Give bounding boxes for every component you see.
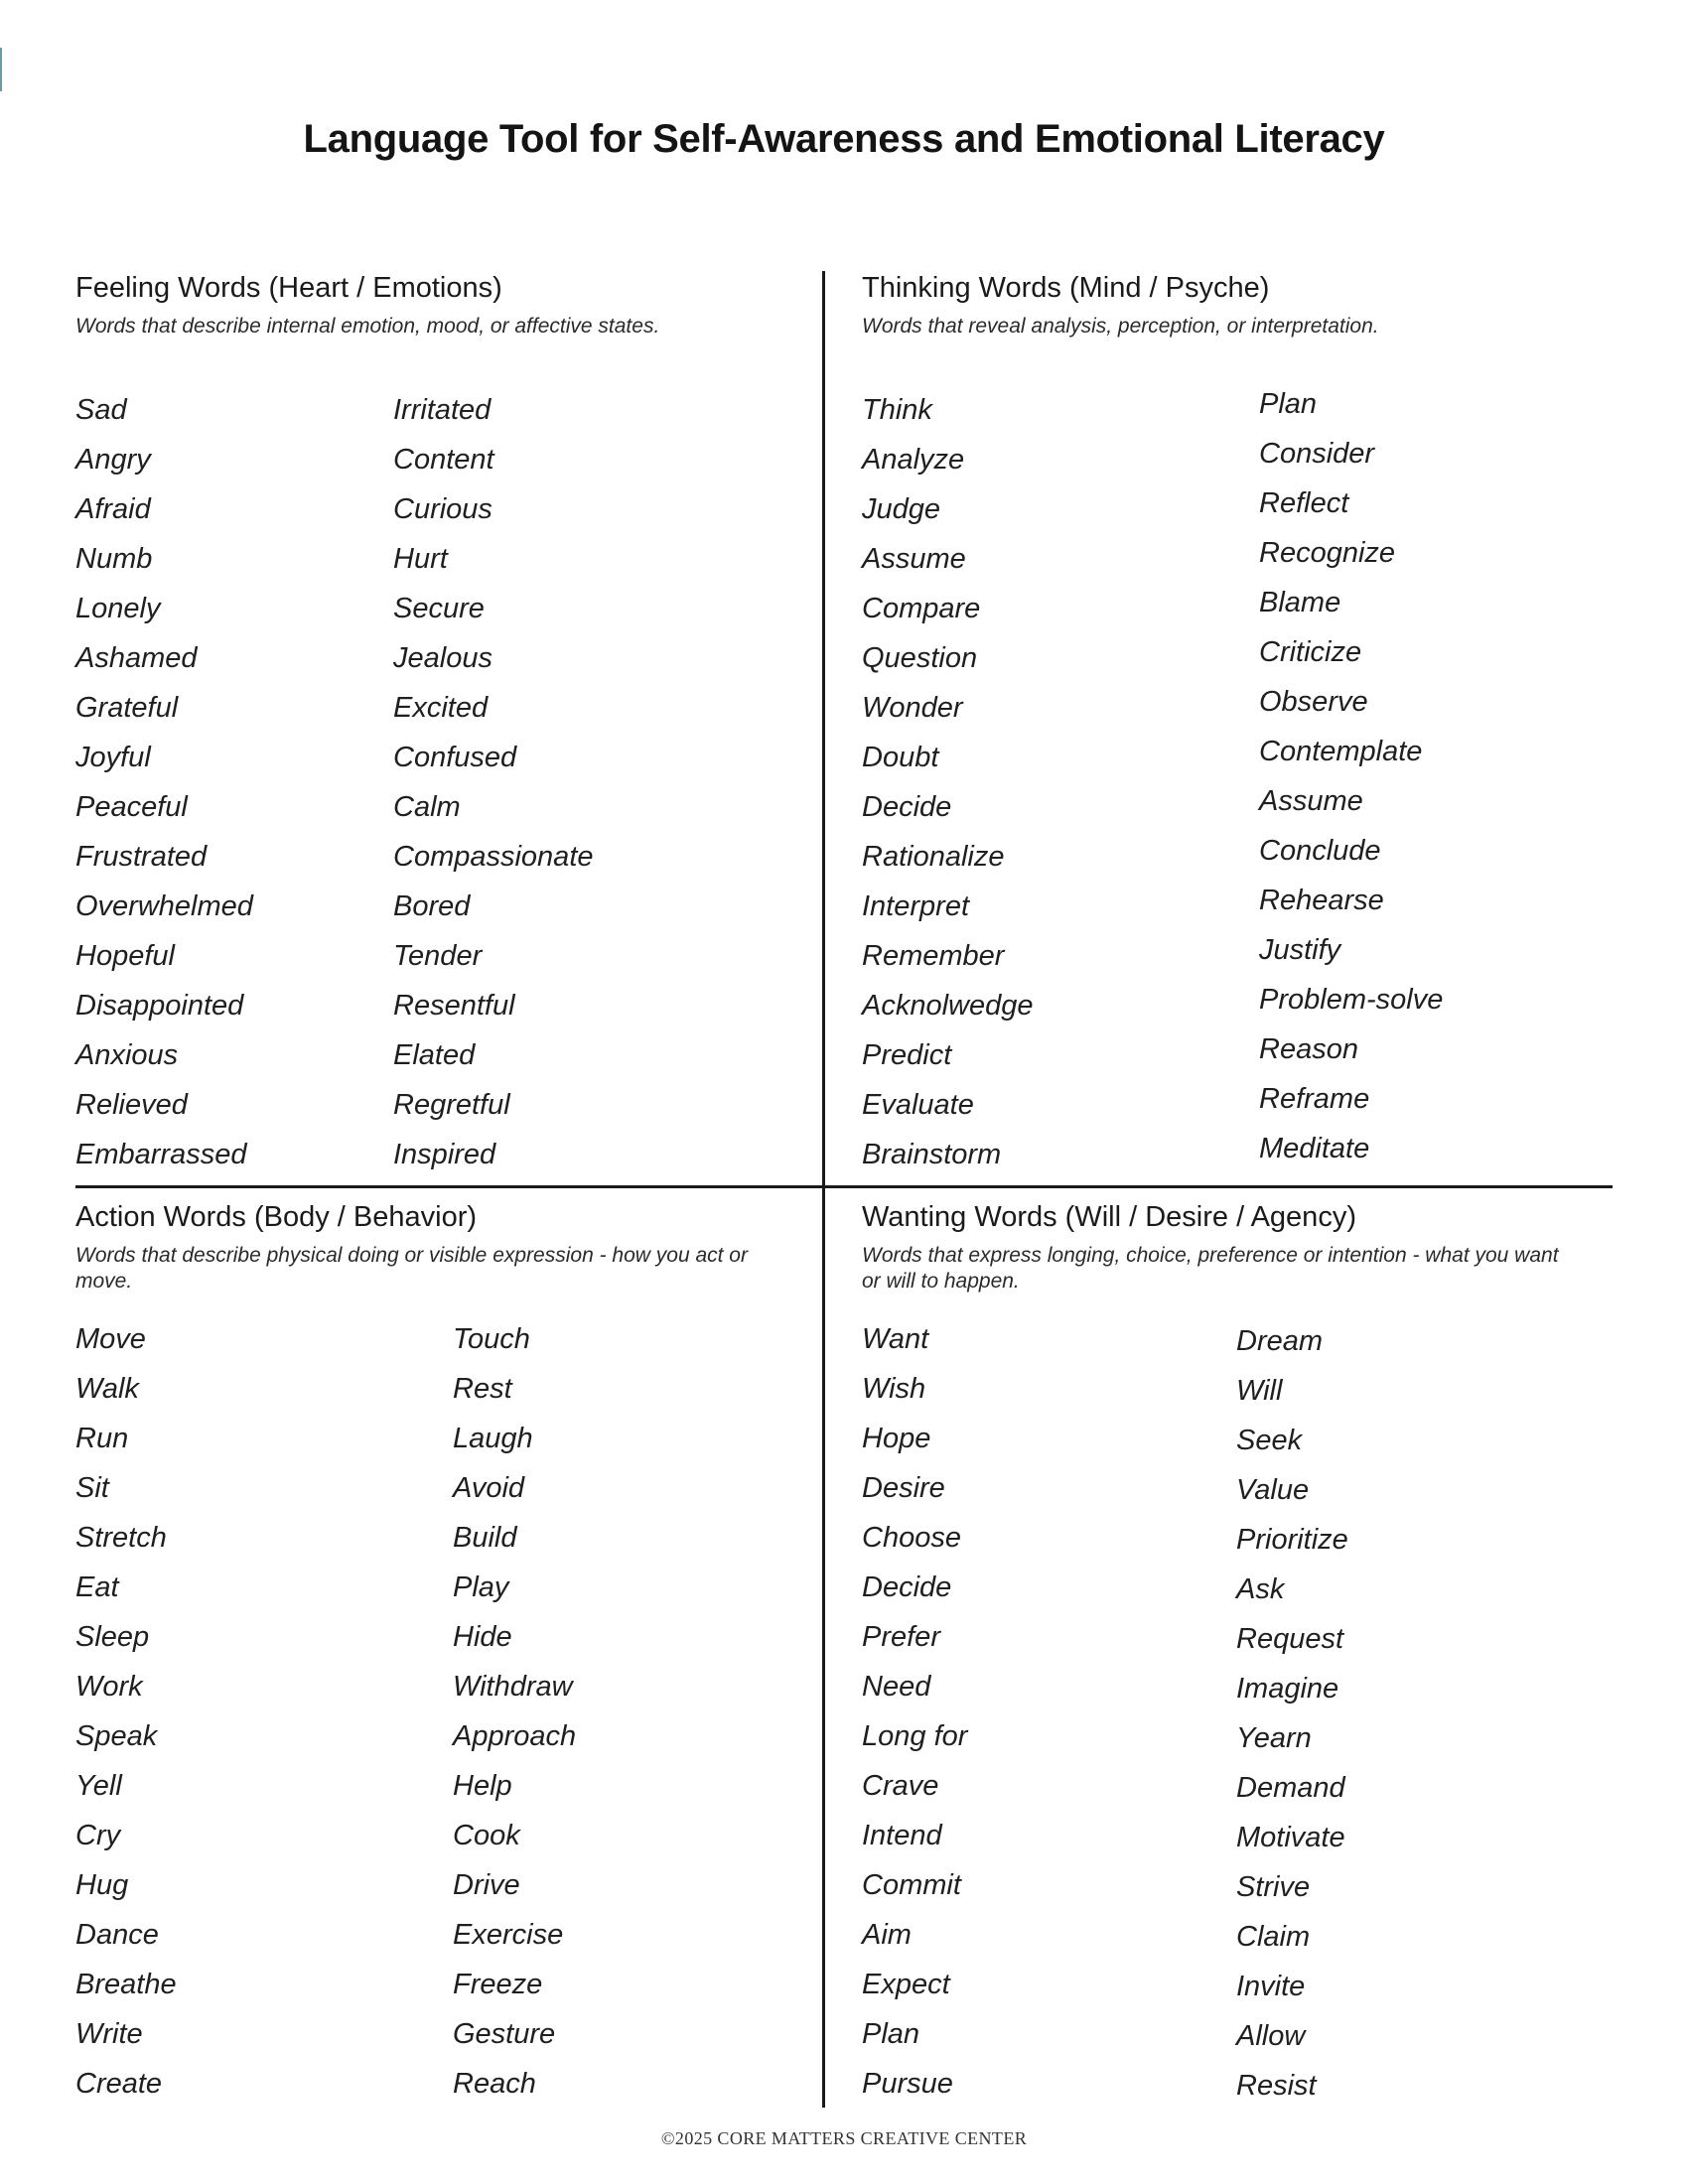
word-item: Aim [862, 1919, 912, 1951]
word-item: Resentful [393, 990, 515, 1022]
word-item: Intend [862, 1820, 942, 1851]
word-item: Resist [1236, 2070, 1317, 2102]
word-item: Brainstorm [862, 1139, 1002, 1170]
word-item: Sit [75, 1472, 109, 1504]
word-item: Lonely [75, 593, 161, 624]
section-subtitle: Words that express longing, choice, preference or intention - what you want or will to happen. [862, 1244, 1559, 1293]
word-item: Approach [453, 1720, 577, 1752]
corner-mark [0, 48, 2, 91]
word-item: Decide [862, 1571, 952, 1603]
word-item: Assume [1259, 785, 1363, 817]
word-item: Demand [1236, 1772, 1345, 1804]
word-item: Curious [393, 493, 492, 525]
section-subtitle: Words that reveal analysis, perception, or interpretation. [862, 315, 1379, 338]
word-item: Hide [453, 1621, 512, 1653]
word-item: Regretful [393, 1089, 510, 1121]
word-item: Yearn [1236, 1722, 1312, 1754]
word-item: Compare [862, 593, 981, 624]
word-item: Dream [1236, 1325, 1324, 1357]
word-item: Justify [1259, 934, 1341, 966]
word-item: Predict [862, 1039, 952, 1071]
word-item: Prefer [862, 1621, 940, 1653]
horizontal-divider [75, 1185, 1613, 1188]
word-item: Invite [1236, 1971, 1306, 2002]
word-item: Play [453, 1571, 509, 1603]
word-item: Stretch [75, 1522, 167, 1554]
word-item: Tender [393, 940, 483, 972]
word-item: Relieved [75, 1089, 188, 1121]
word-item: Seek [1236, 1425, 1303, 1456]
word-item: Laugh [453, 1423, 533, 1454]
word-item: Elated [393, 1039, 476, 1071]
word-item: Grateful [75, 692, 179, 724]
word-item: Walk [75, 1373, 139, 1405]
word-item: Eat [75, 1571, 119, 1603]
word-item: Reflect [1259, 487, 1349, 519]
word-item: Crave [862, 1770, 939, 1802]
word-item: Work [75, 1671, 143, 1703]
word-item: Gesture [453, 2018, 556, 2050]
word-item: Angry [75, 444, 151, 476]
word-item: Allow [1236, 2020, 1306, 2052]
word-item: Bored [393, 890, 471, 922]
word-item: Interpret [862, 890, 969, 922]
section-subtitle: Words that describe internal emotion, mood, or affective states. [75, 315, 660, 338]
word-item: Remember [862, 940, 1005, 972]
word-item: Pursue [862, 2068, 953, 2100]
word-item: Dance [75, 1919, 159, 1951]
word-item: Embarrassed [75, 1139, 247, 1170]
action-words-section [75, 1199, 790, 1295]
word-item: Move [75, 1323, 146, 1355]
word-item: Choose [862, 1522, 961, 1554]
word-item: Rehearse [1259, 885, 1384, 916]
word-item: Wonder [862, 692, 963, 724]
wanting-words-section [862, 1199, 1577, 1295]
word-item: Excited [393, 692, 489, 724]
word-item: Contemplate [1259, 736, 1423, 767]
word-item: Evaluate [862, 1089, 974, 1121]
word-item: Run [75, 1423, 129, 1454]
word-item: Rest [453, 1373, 512, 1405]
word-item: Question [862, 642, 978, 674]
copyright-footer: ©2025 CORE MATTERS CREATIVE CENTER [660, 2128, 1028, 2148]
word-item: Need [862, 1671, 931, 1703]
word-item: Peaceful [75, 791, 188, 823]
word-item: Avoid [453, 1472, 525, 1504]
word-item: Judge [862, 493, 941, 525]
word-item: Overwhelmed [75, 890, 253, 922]
word-item: Write [75, 2018, 143, 2050]
page-title: Language Tool for Self-Awareness and Emotional Literacy [303, 117, 1385, 161]
word-item: Prioritize [1236, 1524, 1348, 1556]
word-item: Blame [1259, 587, 1341, 618]
word-item: Withdraw [453, 1671, 573, 1703]
word-item: Reframe [1259, 1083, 1370, 1115]
word-item: Afraid [75, 493, 151, 525]
word-item: Observe [1259, 686, 1368, 718]
word-item: Exercise [453, 1919, 564, 1951]
word-item: Conclude [1259, 835, 1381, 867]
word-item: Ask [1236, 1573, 1285, 1605]
word-item: Criticize [1259, 636, 1362, 668]
word-item: Want [862, 1323, 929, 1355]
word-item: Motivate [1236, 1822, 1345, 1853]
word-item: Hope [862, 1423, 931, 1454]
word-item: Wish [862, 1373, 926, 1405]
word-item: Imagine [1236, 1673, 1339, 1705]
word-item: Claim [1236, 1921, 1311, 1953]
word-item: Anxious [75, 1039, 179, 1071]
vertical-divider [822, 271, 825, 2108]
word-item: Touch [453, 1323, 530, 1355]
word-item: Irritated [393, 394, 492, 426]
word-item: Calm [393, 791, 461, 823]
word-item: Hug [75, 1869, 129, 1901]
word-item: Long for [862, 1720, 968, 1752]
word-item: Desire [862, 1472, 945, 1504]
word-item: Assume [862, 543, 966, 575]
word-item: Breathe [75, 1969, 177, 2000]
word-item: Will [1236, 1375, 1283, 1407]
word-item: Build [453, 1522, 517, 1554]
word-item: Decide [862, 791, 952, 823]
section-subtitle: Words that describe physical doing or visible expression - how you act or move. [75, 1244, 748, 1293]
word-item: Rationalize [862, 841, 1005, 873]
word-item: Secure [393, 593, 485, 624]
word-item: Doubt [862, 742, 939, 773]
word-item: Drive [453, 1869, 520, 1901]
word-item: Numb [75, 543, 153, 575]
word-item: Hurt [393, 543, 448, 575]
word-item: Speak [75, 1720, 158, 1752]
word-item: Sad [75, 394, 127, 426]
feeling-words-section [75, 270, 790, 340]
word-item: Create [75, 2068, 163, 2100]
word-item: Ashamed [75, 642, 198, 674]
section-title: Wanting Words (Will / Desire / Agency) [862, 1201, 1356, 1233]
word-item: Yell [75, 1770, 122, 1802]
thinking-words-section [862, 270, 1577, 340]
word-item: Expect [862, 1969, 950, 2000]
section-title: Thinking Words (Mind / Psyche) [862, 272, 1270, 304]
word-item: Plan [862, 2018, 920, 2050]
word-item: Recognize [1259, 537, 1396, 569]
word-item: Disappointed [75, 990, 244, 1022]
word-item: Strive [1236, 1871, 1311, 1903]
word-item: Jealous [393, 642, 492, 674]
word-item: Confused [393, 742, 517, 773]
word-item: Content [393, 444, 494, 476]
word-item: Cook [453, 1820, 520, 1851]
word-item: Reason [1259, 1033, 1358, 1065]
word-item: Think [862, 394, 932, 426]
word-item: Help [453, 1770, 512, 1802]
section-title: Feeling Words (Heart / Emotions) [75, 272, 502, 304]
word-item: Value [1236, 1474, 1310, 1506]
word-item: Consider [1259, 438, 1375, 470]
word-item: Request [1236, 1623, 1344, 1655]
word-item: Problem-solve [1259, 984, 1444, 1016]
word-item: Meditate [1259, 1133, 1370, 1164]
word-item: Hopeful [75, 940, 175, 972]
word-item: Inspired [393, 1139, 496, 1170]
word-item: Reach [453, 2068, 536, 2100]
word-item: Frustrated [75, 841, 208, 873]
word-item: Cry [75, 1820, 121, 1851]
word-item: Commit [862, 1869, 961, 1901]
word-item: Acknolwedge [862, 990, 1034, 1022]
word-item: Freeze [453, 1969, 543, 2000]
word-item: Joyful [75, 742, 151, 773]
word-item: Compassionate [393, 841, 594, 873]
section-title: Action Words (Body / Behavior) [75, 1201, 478, 1233]
word-item: Sleep [75, 1621, 150, 1653]
word-item: Plan [1259, 388, 1318, 420]
word-item: Analyze [862, 444, 965, 476]
